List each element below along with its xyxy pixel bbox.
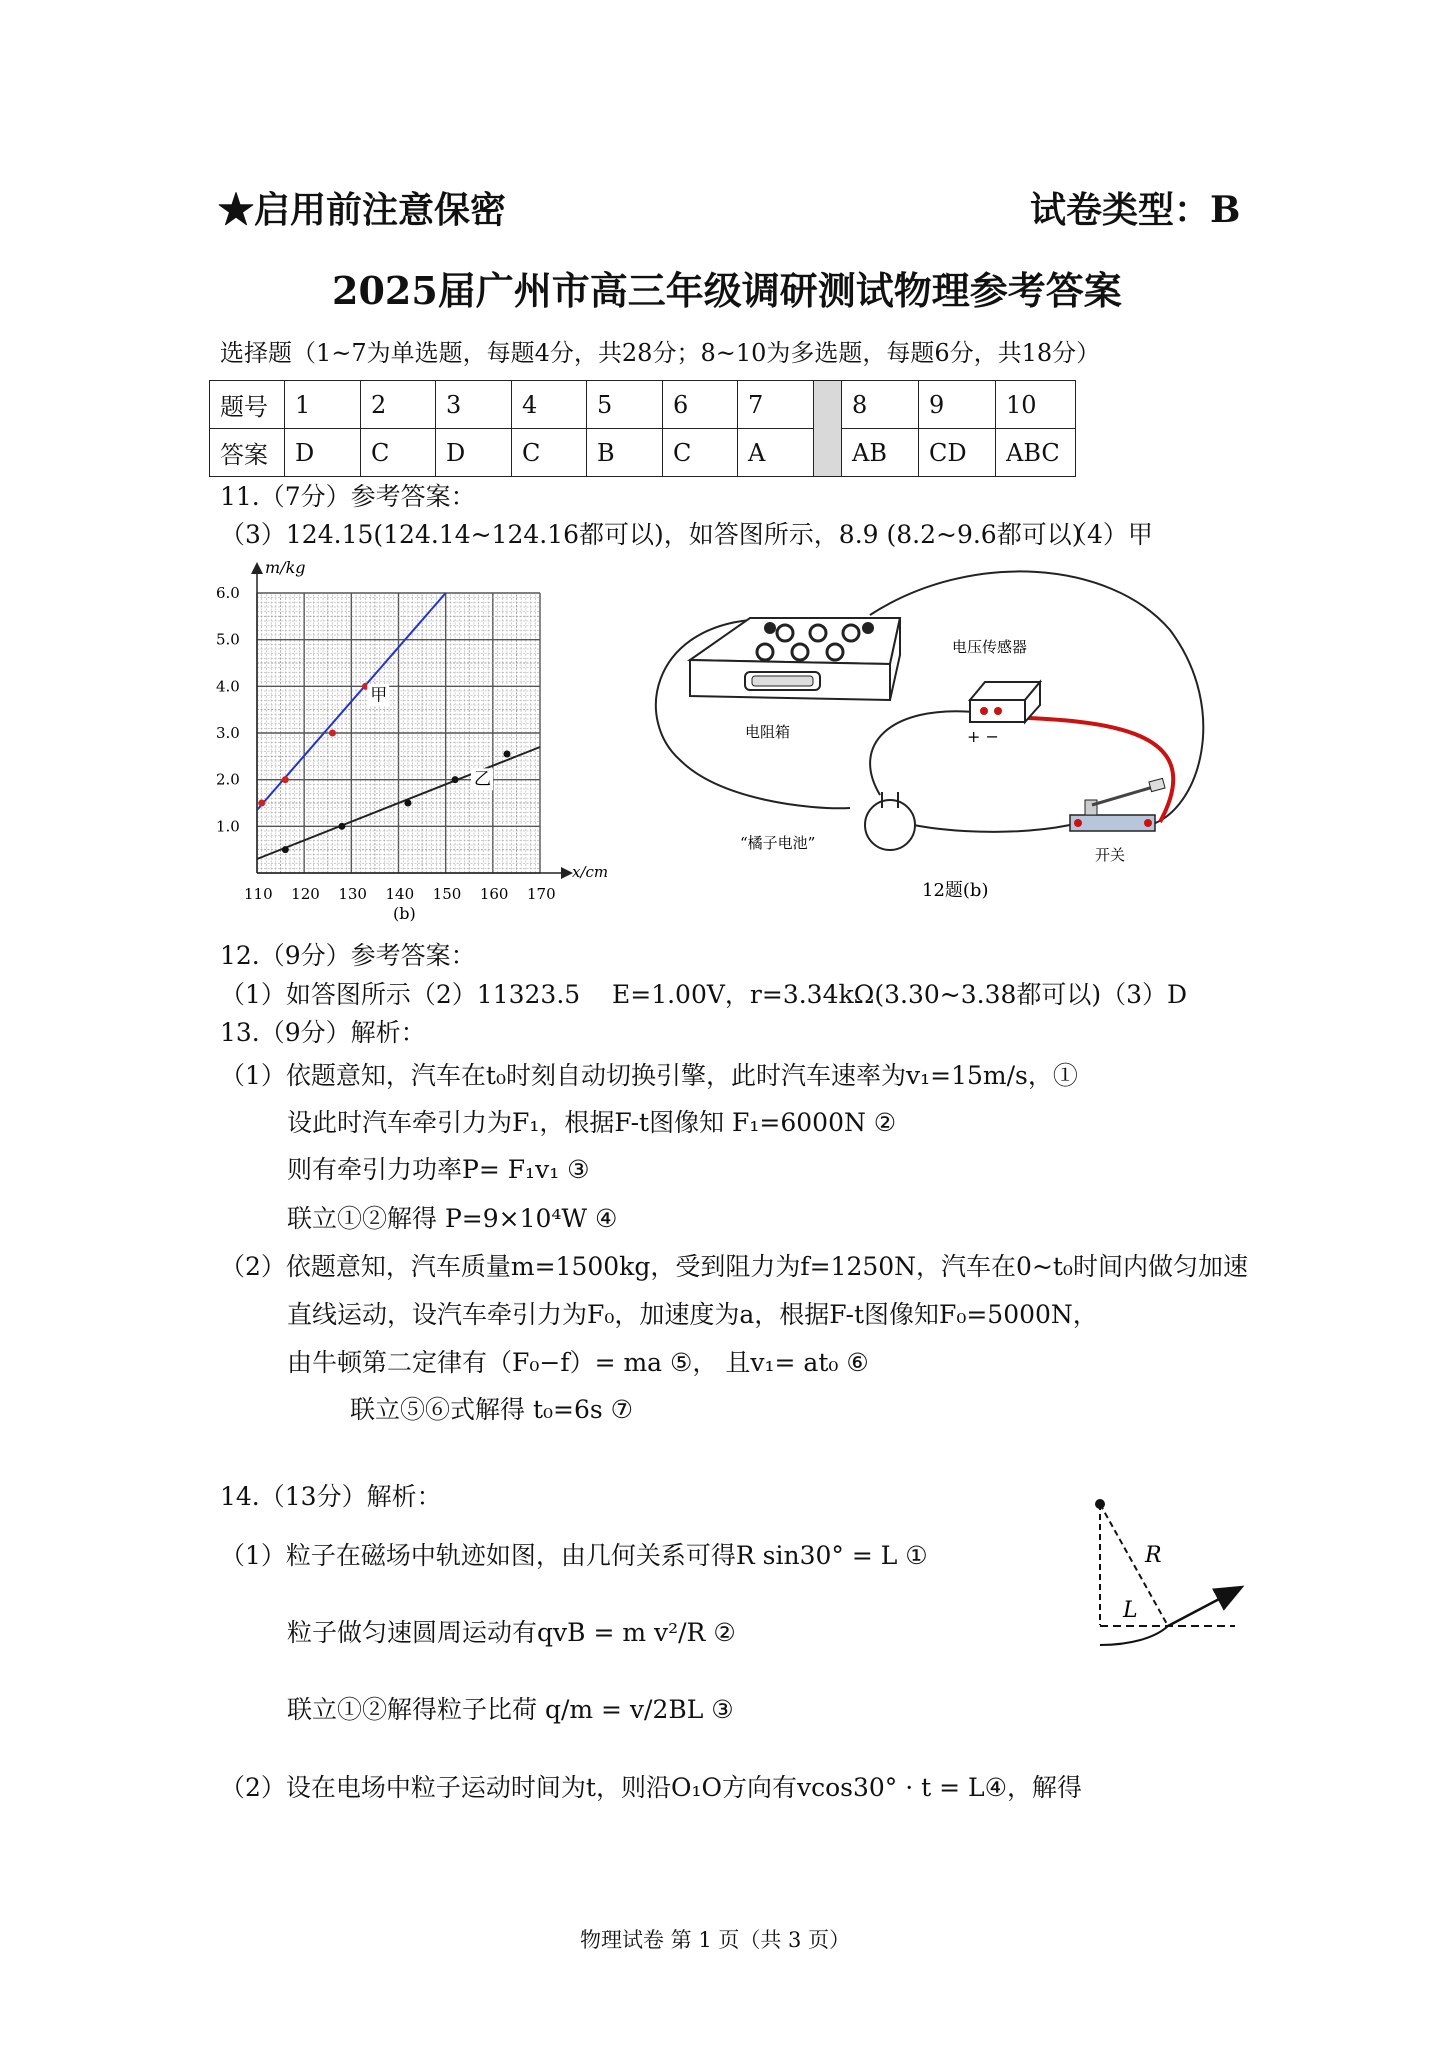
table-cell: 9 [919, 381, 996, 429]
series-label: 乙 [473, 769, 491, 790]
y-tick-label: 3.0 [216, 724, 240, 742]
data-point [452, 776, 459, 783]
table-row-numbers [210, 381, 1076, 429]
chart-caption: (b) [393, 904, 416, 923]
q13-heading: 13.（9分）解析： [220, 1018, 426, 1047]
q13-p1-line4: 联立①②解得 P=9×10⁴W ④ [287, 1204, 618, 1233]
q13-p2-line3: 由牛顿第二定律有（F₀−f）= ma ⑤， 且v₁= at₀ ⑥ [287, 1348, 869, 1377]
table-cell: C [663, 429, 738, 477]
q13-p1-line1: （1）依题意知，汽车在t₀时刻自动切换引擎，此时汽车速率为v₁=15m/s，① [220, 1061, 1078, 1090]
table-cell: D [285, 429, 361, 477]
trajectory-arc [1100, 1626, 1168, 1645]
q14-p1-line2: 粒子做匀速圆周运动有qvB = m v²/R ② [287, 1618, 736, 1647]
q14-p1-line1: （1）粒子在磁场中轨迹如图，由几何关系可得R sin30° = L ① [220, 1541, 928, 1570]
x-tick-label: 170 [527, 885, 556, 903]
q11-answer-4: （4）甲 [1062, 520, 1153, 549]
table-cell: CD [919, 429, 996, 477]
data-point [503, 751, 510, 758]
x-tick-label: 130 [338, 885, 367, 903]
paper-type: 试卷类型：B [1030, 189, 1241, 231]
x-tick-label: 110 [244, 885, 273, 903]
q13-p2-line1: （2）依题意知，汽车质量m=1500kg，受到阻力为f=1250N，汽车在0~t₀时间内做匀加速 [220, 1252, 1248, 1281]
x-tick-label: 150 [432, 885, 462, 903]
y-tick-label: 2.0 [216, 770, 240, 789]
switch-label: 开关 [1095, 846, 1126, 864]
q14-heading: 14.（13分）解析： [220, 1482, 442, 1511]
chart-ylabel: m/kg [265, 558, 306, 577]
data-point [329, 730, 336, 737]
q13-p1-line3: 则有牵引力功率P= F₁v₁ ③ [287, 1155, 590, 1184]
table-cell: 6 [663, 381, 738, 429]
table-cell: 4 [512, 381, 587, 429]
q11-answer-3: （3）124.15(124.14~124.16都可以)，如答图所示，8.9 (8.2~9.6都可以) [220, 520, 1082, 549]
data-point [404, 800, 411, 807]
x-tick-label: 160 [479, 885, 509, 903]
q13-p2-line2: 直线运动，设汽车牵引力为F₀，加速度为a，根据F-t图像知F₀=5000N， [287, 1300, 1098, 1329]
sensor-polarity: + − [967, 727, 999, 746]
resistor-box [690, 618, 900, 700]
knife-switch [1070, 778, 1165, 831]
table-cell: C [512, 429, 587, 477]
table-cell: AB [842, 429, 919, 477]
table-cell: A [738, 429, 814, 477]
separator-cell [814, 381, 842, 477]
table-cell: D [436, 429, 512, 477]
label-r: R [1145, 1543, 1162, 1568]
data-point [338, 823, 345, 830]
table-cell: 5 [587, 381, 663, 429]
table-cell: 7 [738, 381, 814, 429]
series-label: 甲 [370, 685, 388, 706]
data-point [258, 800, 265, 807]
table-cell: 2 [361, 381, 436, 429]
table-cell: 3 [436, 381, 512, 429]
label-l: L [1123, 1598, 1138, 1623]
y-tick-label: 1.0 [216, 817, 240, 836]
page-title: 2025届广州市高三年级调研测试物理参考答案 [332, 268, 1122, 313]
q12-heading: 12.（9分）参考答案： [220, 941, 476, 970]
voltage-sensor [970, 682, 1040, 722]
wire [870, 711, 975, 795]
table-cell: C [361, 429, 436, 477]
resistor-box-label: 电阻箱 [745, 723, 791, 741]
x-tick-label: 120 [291, 885, 320, 903]
mass-length-chart [210, 555, 630, 935]
chart-grid [257, 593, 540, 873]
data-point [282, 846, 289, 853]
table-cell: 1 [285, 381, 361, 429]
data-point [282, 776, 289, 783]
confidential-notice: ★启用前注意保密 [218, 189, 507, 231]
velocity-arrow [1168, 1588, 1240, 1626]
table-row-answers [210, 429, 1076, 477]
choice-intro: 选择题（1~7为单选题，每题4分，共28分；8~10为多选题，每题6分，共18分） [220, 339, 1101, 367]
battery-label: “橘子电池” [740, 834, 816, 852]
circuit-caption: 12题(b) [922, 880, 989, 901]
orange-battery [865, 792, 915, 850]
q11-heading: 11.（7分）参考答案： [220, 482, 476, 511]
q12-answer-2: E=1.00V，r=3.34kΩ(3.30~3.38都可以)（3）D [612, 980, 1188, 1009]
page-footer: 物理试卷 第 1 页（共 3 页） [580, 1928, 851, 1952]
answer-table [209, 380, 1076, 477]
x-tick-label: 140 [385, 885, 415, 903]
q12-answer-1: （1）如答图所示（2）11323.5 [220, 980, 581, 1009]
voltage-sensor-label: 电压传感器 [952, 638, 1028, 656]
table-cell: B [587, 429, 663, 477]
table-cell: ABC [996, 429, 1076, 477]
q13-p2-line4: 联立⑤⑥式解得 t₀=6s ⑦ [350, 1395, 634, 1424]
y-tick-label: 5.0 [216, 630, 240, 649]
chart-xlabel: x/cm [572, 863, 609, 881]
circuit-diagram [640, 560, 1220, 910]
y-tick-label: 6.0 [216, 584, 240, 602]
table-cell: 10 [996, 381, 1076, 429]
y-tick-label: 4.0 [216, 677, 240, 696]
q13-p1-line2: 设此时汽车牵引力为F₁，根据F-t图像知 F₁=6000N ② [287, 1108, 897, 1137]
row-label-number: 题号 [210, 381, 285, 429]
row-label-answer: 答案 [210, 429, 285, 477]
q14-p1-line3: 联立①②解得粒子比荷 q/m = v/2BL ③ [287, 1695, 734, 1724]
q14-p2-line1: （2）设在电场中粒子运动时间为t，则沿O₁O方向有vcos30° · t = L④，解得 [220, 1773, 1083, 1802]
trajectory-diagram [1080, 1490, 1250, 1660]
table-cell: 8 [842, 381, 919, 429]
